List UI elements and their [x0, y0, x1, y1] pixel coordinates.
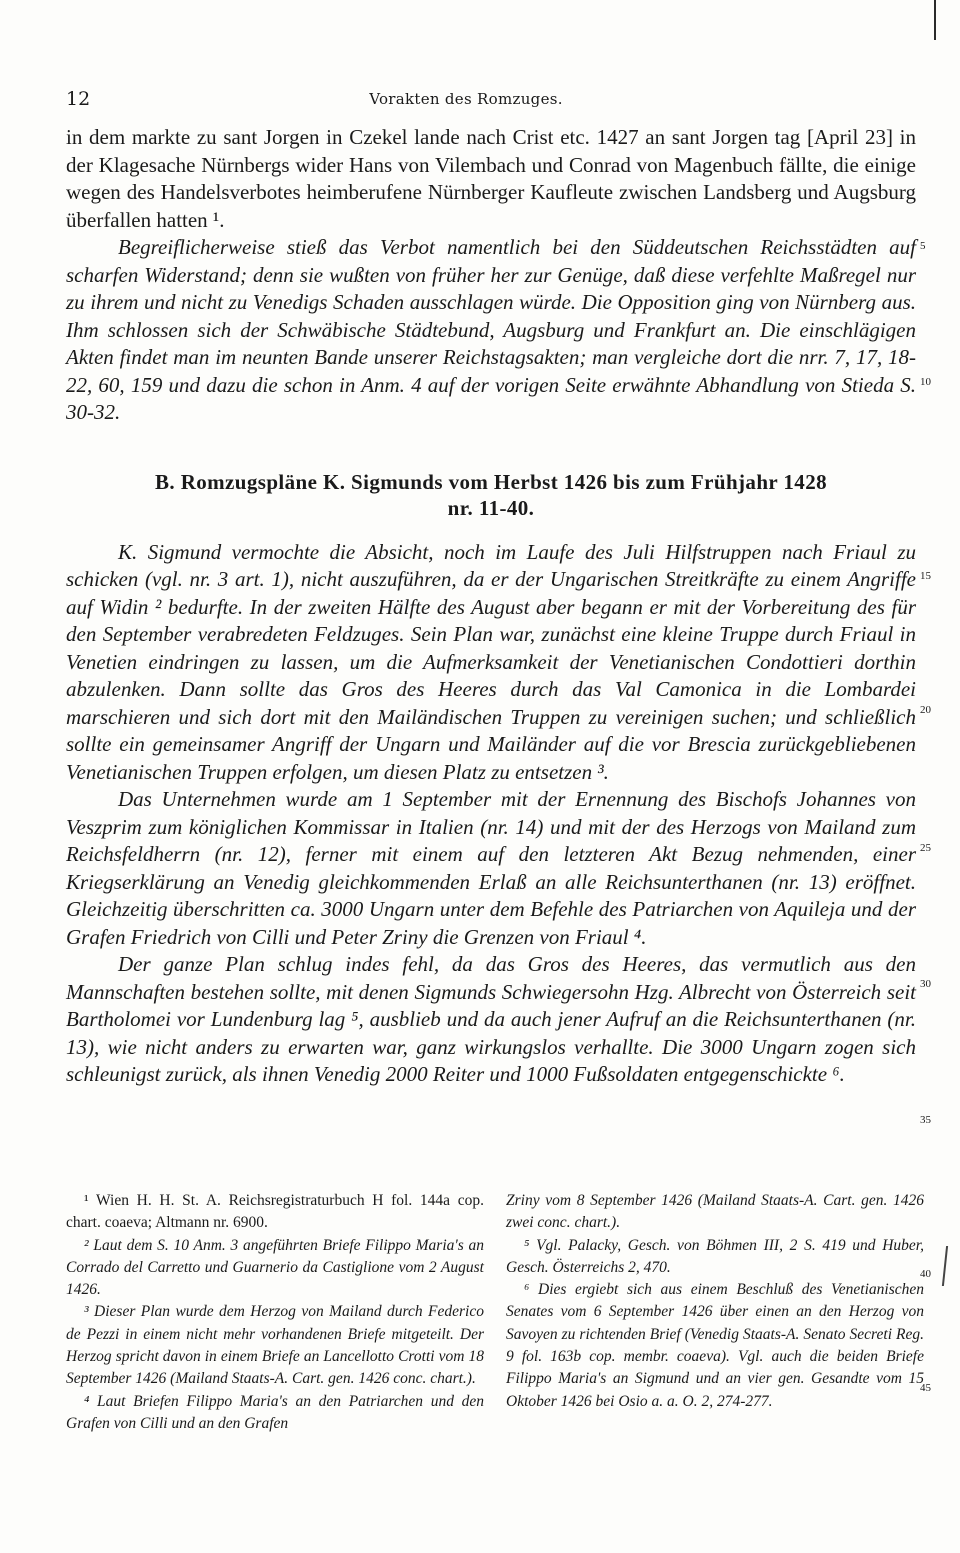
page-number: 12	[66, 88, 91, 110]
line-number: 20	[920, 704, 931, 716]
page-header	[66, 88, 866, 112]
line-number: 10	[920, 376, 931, 388]
paragraph-3: K. Sigmund vermochte die Absicht, noch im Laufe des Juli Hilfstruppen nach Friaul zu schicken (vgl. nr. 3 art. 1), nicht auszuführen, da er der Ungarischen Streitkräfte zu einem Angriffe auf Widin ² bedurfte. In der zweiten Hälfte des August aber begann er mit der Vorbereitung des für den September verabredeten Feldzuges. Sein Plan war, zunächst eine kleine Truppe durch Friaul in Venetien eindringen zu lassen, um die Aufmerksamkeit der Venetianischen Condottieri dorthin abzulenken. Dann sollte das Gros des Heeres durch das Val Camonica in die Lombardei marschieren und sich dort mit den Mailändischen Truppen zu vereinigen suchen; und schließlich sollte ein gemeinsamer Angriff der Ungarn und Mailänder auf die vor Brescia zurückgebliebenen Venetianischen Truppen erfolgen, um diesen Platz zu entsetzen ³.	[66, 539, 916, 784]
paragraph-5: Der ganze Plan schlug indes fehl, da das Gros des Heeres, das vermutlich aus den Mannschaften bestehen sollte, mit denen Sigmunds Schwiegersohn Hzg. Albrecht von Österreich seit Bartholomei vor Lundenburg lag ⁵, ausblieb und da auch jener Aufruf an die Reichsunterthanen (nr. 13), wie nicht anders zu erwarten war, ganz wirkungslos verhallte. Die 3000 Ungarn zogen sich schleunigst zurück, als ihnen Venedig 2000 Reiter und 1000 Fußsoldaten entgegenschickte ⁶.	[66, 952, 916, 1086]
line-number: 40	[920, 1268, 931, 1280]
scan-edge-mark	[934, 0, 936, 40]
footnote-3: ³ Dieser Plan wurde dem Herzog von Mailand durch Federico de Pezzi in einem nicht mehr vorhandenen Briefe mitgeteilt. Der Herzog spricht davon in einem Briefe an Lancellotto Crotti vom 18 September 1426 (Mailand Staats-A. Cart. gen. 1426 conc. chart.).	[66, 1303, 484, 1388]
footnote-4-continued: Zriny vom 8 September 1426 (Mailand Staats-A. Cart. gen. 1426 zwei conc. chart.).	[506, 1192, 924, 1232]
footnotes-right-column	[506, 1190, 924, 1413]
line-number: 35	[920, 1114, 931, 1126]
footnote-5: ⁵ Vgl. Palacky, Gesch. von Böhmen III, 2 S. 419 und Huber, Gesch. Österreichs 2, 470.	[506, 1236, 924, 1276]
paragraph-1: in dem markte zu sant Jorgen in Czekel lande nach Crist etc. 1427 an sant Jorgen tag [April 23] in der Klagesache Nürnbergs wider Hans von Vilembach und Conrad von Magenbuch fällte, die einige wegen des Handelsverbotes heimberufene Nürnberger Kaufleute zwischen Landsberg und Augsburg überfallen hatten ¹.	[66, 125, 916, 232]
section-heading-line-1: B. Romzugspläne K. Sigmunds vom Herbst 1426 bis zum Frühjahr 1428	[154, 469, 828, 494]
line-number: 45	[920, 1382, 931, 1394]
footnote-2: ² Laut dem S. 10 Anm. 3 angeführten Briefe Filippo Maria's an Corrado del Carretto und Guarnerio da Castiglione vom 2 August 1426.	[66, 1236, 484, 1299]
footnote-1: ¹ Wien H. H. St. A. Reichsregistraturbuch H fol. 144a cop. chart. coaeva; Altmann nr. 6900.	[66, 1192, 484, 1232]
margin-mark	[942, 1246, 948, 1286]
paragraph-2: Begreiflicherweise stieß das Verbot namentlich bei den Süddeutschen Reichsstädten auf scharfen Widerstand; denn sie wußten von früher her zur Genüge, daß diese verfehlte Maßregel nur zu ihrem und nicht zu Venedigs Schaden ausschlagen würde. Die Opposition ging von Nürnberg aus. Ihm schlossen sich der Schwäbische Städtebund, Augsburg und Frankfurt an. Die einschlägigen Akten findet man im neunten Bande unserer Reichstagsakten; man vergleiche dort die nrr. 7, 17, 18-22, 60, 159 und dazu die schon in Anm. 4 auf der vorigen Seite erwähnte Abhandlung von Stieda S. 30-32.	[66, 235, 916, 424]
line-number: 5	[920, 240, 926, 252]
footnotes-left-column	[66, 1190, 484, 1435]
paragraph-4: Das Unternehmen wurde am 1 September mit der Ernennung des Bischofs Johannes von Veszprim zum königlichen Kommissar in Italien (nr. 14) und mit der des Herzogs von Mailand zum Reichsfeldherrn (nr. 12), ferner mit einem auf den letzteren Akt Bezug nehmenden, einer Kriegserklärung an Venedig gleichkommenden Erlaß an alle Reichsunterthanen (nr. 13) eröffnet. Gleichzeitig überschritten ca. 3000 Ungarn unter dem Befehle des Patriarchen von Aquileja und der Grafen Friedrich von Cilli und Peter Zriny die Grenzen von Friaul ⁴.	[66, 787, 916, 949]
section-heading-line-2: nr. 11-40.	[447, 495, 535, 520]
footnote-4: ⁴ Laut Briefen Filippo Maria's an den Patriarchen und den Grafen von Cilli und an den Grafen	[66, 1392, 484, 1432]
main-text	[66, 124, 916, 1089]
line-number: 15	[920, 570, 931, 582]
line-number: 30	[920, 978, 931, 990]
line-number: 25	[920, 842, 931, 854]
footnote-6: ⁶ Dies ergiebt sich aus einem Beschluß des Venetianischen Senates vom 6 September 1426 über einen an den Herzog von Savoyen zu richtenden Brief (Venedig Staats-A. Senato Secreti Reg. 9 fol. 163b cop. membr. coaeva). Vgl. auch die beiden Briefe Filippo Maria's an Sigmund und an vier gen. Gesandte vom 15 Oktober 1426 bei Osio a. a. O. 2, 274-277.	[506, 1281, 924, 1410]
section-heading	[66, 469, 916, 521]
running-head: Vorakten des Romzuges.	[369, 90, 563, 108]
